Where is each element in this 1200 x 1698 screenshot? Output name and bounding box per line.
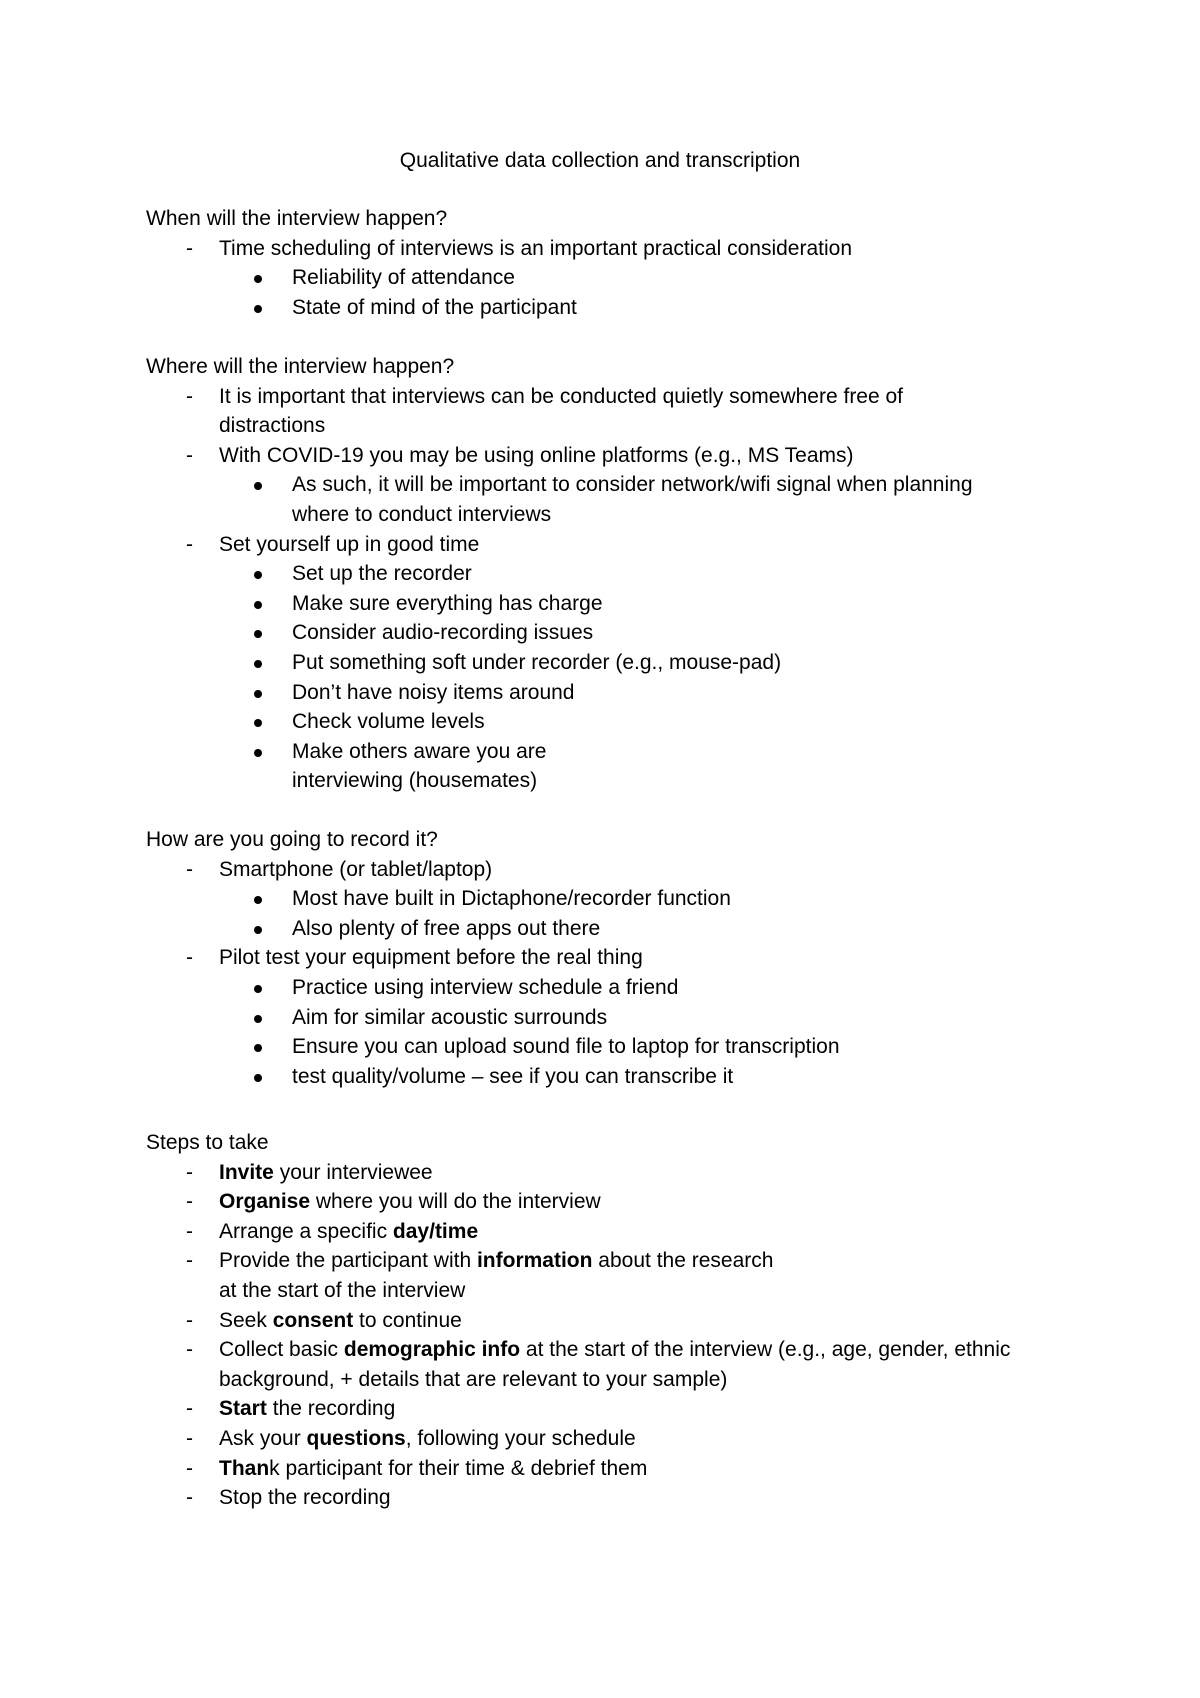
section-steps — [146, 1128, 1076, 1513]
bullet-item — [146, 1003, 1076, 1033]
step-text-pre: Arrange a specific — [219, 1219, 393, 1243]
dash-marker: - — [186, 384, 193, 408]
dash-marker: - — [186, 1219, 193, 1243]
section-where — [146, 352, 1076, 796]
item-text: Don’t have noisy items around — [292, 680, 575, 704]
item-continuation: distractions — [219, 414, 326, 438]
bullet-item — [146, 914, 1076, 944]
bullet-item — [146, 707, 1076, 737]
step-text-pre: Ask your — [219, 1426, 307, 1450]
item-text: Practice using interview schedule a friend — [292, 975, 679, 999]
bullet-item — [146, 293, 1076, 323]
bullet-icon — [254, 601, 262, 609]
bullet-item — [146, 884, 1076, 914]
item-text: Put something soft under recorder (e.g., mouse-pad) — [292, 650, 782, 674]
step-text-post: your interviewee — [273, 1160, 433, 1184]
bullet-item — [146, 973, 1076, 1003]
step-item — [146, 1483, 1076, 1513]
item-text: Aim for similar acoustic surrounds — [292, 1005, 608, 1029]
dash-marker: - — [186, 1397, 193, 1421]
bullet-item — [146, 589, 1076, 619]
section-heading: How are you going to record it? — [146, 828, 438, 851]
step-keyword: Organise — [219, 1190, 311, 1214]
dash-marker: - — [186, 1160, 193, 1184]
step-text-pre: Provide the participant with — [219, 1249, 477, 1273]
item-text: It is important that interviews can be conducted quietly somewhere free of — [219, 384, 904, 408]
step-text-post: to continue — [353, 1308, 462, 1332]
step-keyword: Invite — [219, 1160, 274, 1184]
step-text-post: where you will do the interview — [310, 1190, 601, 1214]
step-text-post: k participant for their time & debrief them — [269, 1456, 648, 1480]
item-text: Smartphone (or tablet/laptop) — [219, 857, 493, 881]
dash-marker: - — [186, 1456, 193, 1480]
dash-marker: - — [186, 1486, 193, 1510]
item-text: Reliability of attendance — [292, 266, 515, 290]
bullet-icon — [254, 1074, 262, 1082]
dash-marker: - — [186, 236, 193, 260]
item-continuation — [146, 1276, 1076, 1306]
bullet-icon — [254, 275, 262, 283]
dash-marker: - — [186, 532, 193, 556]
bullet-icon — [254, 719, 262, 727]
section-how — [146, 825, 1076, 1091]
dash-item — [146, 855, 1076, 885]
bullet-item — [146, 737, 1076, 767]
item-text: With COVID-19 you may be using online platforms (e.g., MS Teams) — [219, 443, 854, 467]
bullet-icon — [254, 926, 262, 934]
dash-item — [146, 441, 1076, 471]
step-keyword: consent — [272, 1308, 354, 1332]
dash-item — [146, 943, 1076, 973]
item-text: State of mind of the participant — [292, 295, 577, 319]
bullet-item — [146, 1062, 1076, 1092]
dash-marker: - — [186, 1338, 193, 1362]
item-text: test quality/volume – see if you can transcribe it — [292, 1064, 734, 1088]
dash-marker: - — [186, 443, 193, 467]
bullet-icon — [254, 896, 262, 904]
document-title: Qualitative data collection and transcription — [399, 149, 801, 172]
item-text: Make others aware you are — [292, 739, 547, 763]
item-text: Set yourself up in good time — [219, 532, 480, 556]
step-item — [146, 1335, 1076, 1365]
dash-item — [146, 530, 1076, 560]
step-text-post: about the research — [592, 1249, 774, 1273]
dash-marker: - — [186, 1426, 193, 1450]
item-continuation — [146, 1365, 1076, 1395]
item-text: Pilot test your equipment before the real thing — [219, 946, 643, 970]
item-text: Ensure you can upload sound file to laptop for transcription — [292, 1035, 840, 1059]
step-text-pre: background, + details that are relevant to your sample) — [219, 1367, 728, 1391]
bullet-item — [146, 263, 1076, 293]
step-text-post: , following your schedule — [405, 1426, 636, 1450]
step-item — [146, 1424, 1076, 1454]
step-keyword: questions — [306, 1426, 406, 1450]
dash-item — [146, 234, 1076, 264]
bullet-icon — [254, 630, 262, 638]
section-when — [146, 204, 1076, 322]
step-item — [146, 1217, 1076, 1247]
item-continuation: where to conduct interviews — [292, 502, 552, 526]
bullet-icon — [254, 571, 262, 579]
bullet-icon — [254, 985, 262, 993]
bullet-icon — [254, 660, 262, 668]
step-text-post: the recording — [266, 1397, 396, 1421]
section-heading: Steps to take — [146, 1131, 269, 1154]
step-text-pre: Seek — [219, 1308, 273, 1332]
dash-marker: - — [186, 1308, 193, 1332]
bullet-icon — [254, 305, 262, 313]
dash-marker: - — [186, 946, 193, 970]
step-keyword: demographic info — [343, 1338, 521, 1362]
step-keyword: Start — [219, 1397, 267, 1421]
section-heading: Where will the interview happen? — [146, 355, 455, 378]
item-text: Set up the recorder — [292, 562, 472, 586]
bullet-item — [146, 1032, 1076, 1062]
step-text-post: at the start of the interview (e.g., age, gender, ethnic — [520, 1338, 1011, 1362]
step-item — [146, 1158, 1076, 1188]
step-text-pre: Collect basic — [219, 1338, 344, 1362]
step-item — [146, 1187, 1076, 1217]
dash-item — [146, 382, 1076, 412]
dash-marker: - — [186, 857, 193, 881]
bullet-item — [146, 470, 1076, 500]
step-item — [146, 1394, 1076, 1424]
step-keyword: day/time — [392, 1219, 479, 1243]
step-item — [146, 1306, 1076, 1336]
bullet-item — [146, 618, 1076, 648]
dash-marker: - — [186, 1190, 193, 1214]
step-keyword: information — [476, 1249, 593, 1273]
step-text-pre: Stop the recording — [219, 1486, 391, 1510]
step-text-pre: at the start of the interview — [219, 1278, 466, 1302]
bullet-item — [146, 678, 1076, 708]
item-text: Also plenty of free apps out there — [292, 916, 601, 940]
bullet-icon — [254, 1015, 262, 1023]
section-heading: When will the interview happen? — [146, 207, 448, 230]
step-item — [146, 1454, 1076, 1484]
item-text: Make sure everything has charge — [292, 591, 603, 615]
item-text: Check volume levels — [292, 710, 485, 734]
step-keyword: Than — [219, 1456, 270, 1480]
item-continuation: interviewing (housemates) — [292, 769, 538, 793]
bullet-icon — [254, 482, 262, 490]
bullet-item — [146, 648, 1076, 678]
item-text: Time scheduling of interviews is an important practical consideration — [219, 236, 853, 260]
item-text: As such, it will be important to consider network/wifi signal when planning — [292, 473, 973, 497]
bullet-item — [146, 559, 1076, 589]
dash-marker: - — [186, 1249, 193, 1273]
item-text: Consider audio-recording issues — [292, 621, 594, 645]
bullet-icon — [254, 1044, 262, 1052]
bullet-icon — [254, 749, 262, 757]
item-text: Most have built in Dictaphone/recorder function — [292, 887, 731, 911]
bullet-icon — [254, 690, 262, 698]
step-item — [146, 1246, 1076, 1276]
